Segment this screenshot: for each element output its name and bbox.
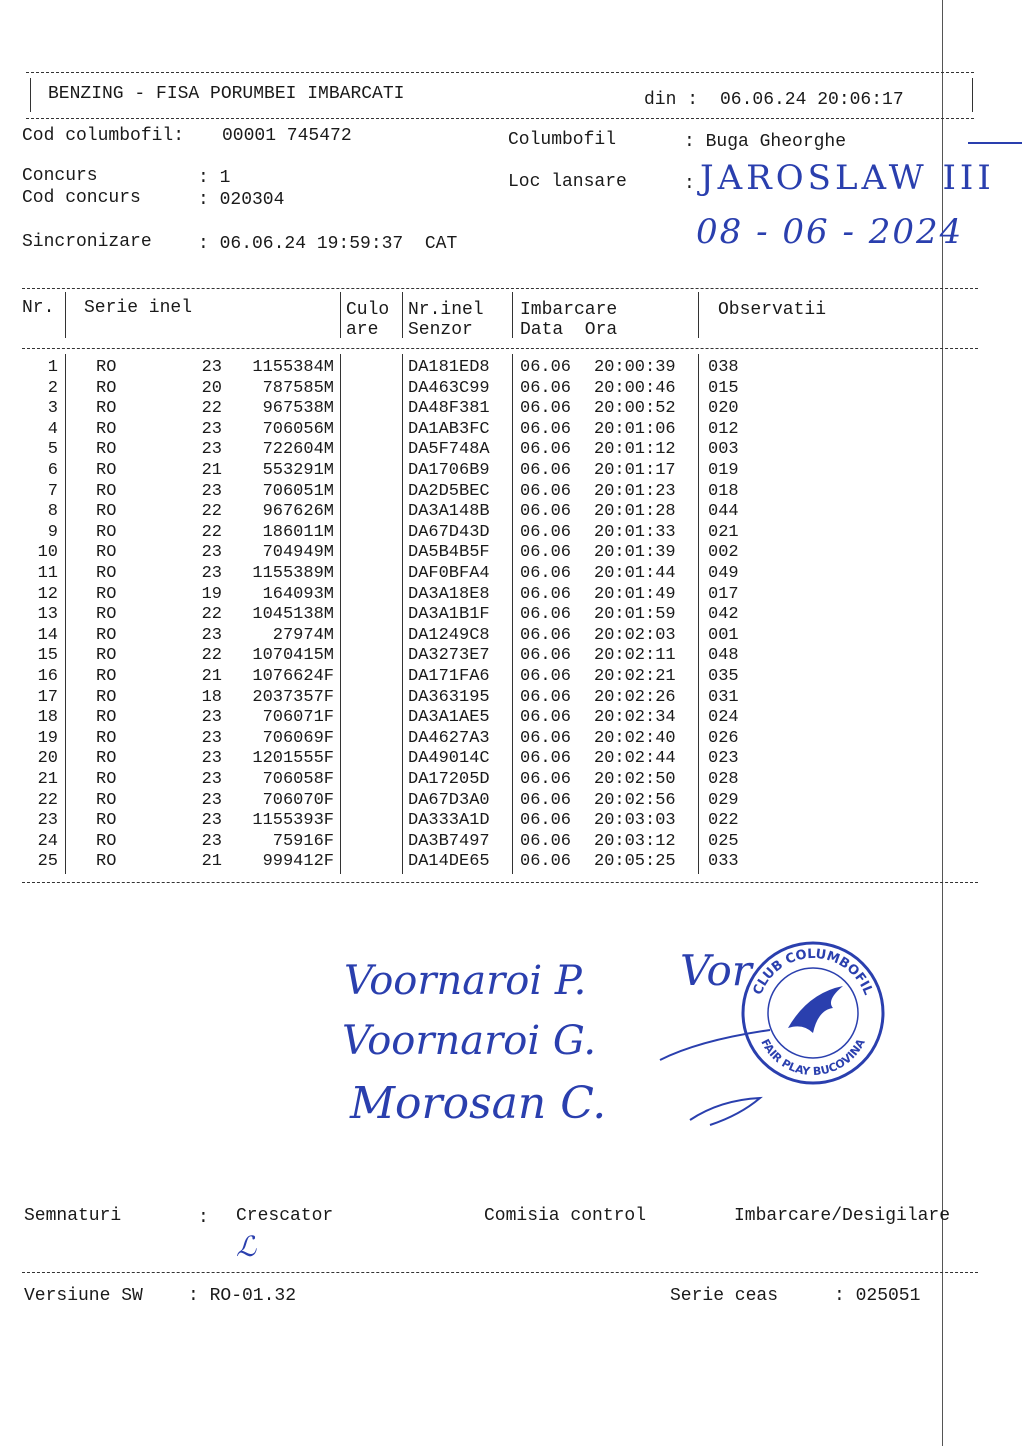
table-row [22,482,962,503]
cell-inel: 704949M [262,543,334,563]
col-header-nrinel-1: Nr.inel [408,300,484,320]
table-header-divider [402,292,403,338]
crescator-label: Crescator [236,1206,334,1226]
col-header-serie: Serie inel [84,298,193,318]
cell-obs: 019 [708,461,739,480]
cell-senzor: DA1AB3FC [408,419,490,439]
cell-tara: RO [96,790,117,810]
header-din-label: din : [644,90,699,110]
handwritten-signature-1: Voornaroi P. [344,958,587,1004]
cell-obs: 021 [708,522,739,542]
cell-tara: RO [96,811,117,831]
col-header-culoare-2: are [346,320,379,340]
cell-an: 21 [201,461,222,480]
cell-nr: 20 [37,749,58,769]
cell-nr: 23 [37,811,58,831]
handwritten-date: 08 - 06 - 2024 [696,212,964,252]
cell-ora: 20:02:56 [594,790,676,810]
cell-inel: 164093M [262,584,334,604]
cell-an: 19 [201,584,222,604]
cell-tara: RO [96,667,117,686]
table-row [22,379,962,400]
table-bottom-rule [22,882,978,883]
cell-data: 06.06 [520,646,572,666]
cell-data: 06.06 [520,461,572,480]
cell-inel: 706069F [262,728,334,748]
cell-ora: 20:01:49 [594,584,676,604]
cell-ora: 20:02:34 [594,708,676,728]
cell-nr: 6 [47,461,58,480]
table-header-divider [65,292,66,338]
cell-obs: 017 [708,584,739,604]
cell-data: 06.06 [520,399,572,419]
col-header-imbarcare-2: Data Ora [520,320,618,340]
cell-data: 06.06 [520,852,572,872]
cell-data: 06.06 [520,378,572,398]
cell-ora: 20:01:17 [594,461,676,480]
cell-tara: RO [96,770,117,789]
cell-obs: 018 [708,481,739,501]
semnaturi-colon: : [198,1208,209,1228]
cell-data: 06.06 [520,440,572,460]
cell-tara: RO [96,543,117,563]
table-row [22,626,962,647]
table-row [22,832,962,853]
cell-tara: RO [96,440,117,460]
cell-senzor: DA3A148B [408,502,490,522]
cell-senzor: DA1249C8 [408,625,490,645]
cell-data: 06.06 [520,770,572,789]
cell-an: 22 [201,522,222,542]
table-row [22,399,962,420]
cell-inel: 706070F [262,790,334,810]
cell-nr: 14 [37,625,58,645]
cell-tara: RO [96,481,117,501]
cell-tara: RO [96,605,117,625]
cell-nr: 9 [47,522,58,542]
table-row [22,646,962,667]
footer-rule [22,1272,978,1273]
cell-senzor: DA3A1AE5 [408,708,490,728]
cell-nr: 22 [37,790,58,810]
cell-senzor: DA67D43D [408,522,490,542]
col-header-culoare-1: Culo [346,300,390,320]
table-row [22,358,962,379]
table-row [22,749,962,770]
cell-inel: 722604M [262,440,334,460]
cell-senzor: DA17205D [408,770,490,789]
cell-an: 22 [201,502,222,522]
cell-inel: 553291M [262,461,334,480]
cell-an: 23 [201,728,222,748]
cell-inel: 186011M [262,522,334,542]
cell-senzor: DA3B7497 [408,831,490,851]
cell-inel: 787585M [262,378,334,398]
cell-ora: 20:02:26 [594,687,676,707]
cell-obs: 044 [708,502,739,522]
cell-inel: 967538M [262,399,334,419]
handwritten-initials: Vor [680,946,752,995]
cell-ora: 20:01:39 [594,543,676,563]
header-bottom-rule [26,118,974,119]
imbarcare-desigilare-label: Imbarcare/Desigilare [734,1206,951,1226]
cell-data: 06.06 [520,708,572,728]
cell-obs: 031 [708,687,739,707]
cell-tara: RO [96,419,117,439]
cell-ora: 20:01:23 [594,481,676,501]
cell-an: 23 [201,770,222,789]
cell-tara: RO [96,502,117,522]
cell-obs: 033 [708,852,739,872]
cell-senzor: DA4627A3 [408,728,490,748]
cell-data: 06.06 [520,625,572,645]
cell-ora: 20:01:59 [594,605,676,625]
cell-tara: RO [96,646,117,666]
cell-inel: 706058F [262,770,334,789]
table-header-bottom-rule [22,348,978,349]
cell-nr: 11 [37,564,58,583]
cell-obs: 001 [708,625,739,645]
cell-nr: 16 [37,667,58,686]
cell-senzor: DA48F381 [408,399,490,419]
cell-an: 22 [201,646,222,666]
cell-ora: 20:01:06 [594,419,676,439]
cod-concurs-label: Cod concurs [22,188,141,208]
cell-obs: 015 [708,378,739,398]
cell-nr: 21 [37,770,58,789]
cell-nr: 7 [47,481,58,501]
cell-inel: 1045138M [252,605,334,625]
cell-senzor: DA49014C [408,749,490,769]
cell-nr: 1 [47,358,58,377]
cell-senzor: DA5F748A [408,440,490,460]
cell-senzor: DA463C99 [408,378,490,398]
cell-data: 06.06 [520,564,572,583]
cell-ora: 20:02:11 [594,646,676,666]
versiune-sw-value: : RO-01.32 [188,1286,297,1306]
cell-data: 06.06 [520,790,572,810]
cell-obs: 035 [708,667,739,686]
cell-ora: 20:00:52 [594,399,676,419]
cod-columbofil-label: Cod columbofil: [22,126,185,146]
cell-nr: 19 [37,728,58,748]
cell-senzor: DA171FA6 [408,667,490,686]
cell-inel: 1070415M [252,646,334,666]
cell-senzor: DA3273E7 [408,646,490,666]
cell-obs: 012 [708,419,739,439]
table-row [22,811,962,832]
table-row [22,605,962,626]
cell-senzor: DA14DE65 [408,852,490,872]
table-row [22,852,962,873]
serie-ceas-value: : 025051 [834,1286,921,1306]
cell-data: 06.06 [520,419,572,439]
table-row [22,420,962,441]
cell-inel: 1155389M [252,564,334,583]
cell-tara: RO [96,687,117,707]
cell-nr: 5 [47,440,58,460]
serie-ceas-label: Serie ceas [670,1286,779,1306]
sincronizare-value: : 06.06.24 19:59:37 CAT [198,234,458,254]
cell-tara: RO [96,852,117,872]
cell-inel: 706051M [262,481,334,501]
cod-columbofil-value: 00001 745472 [222,126,352,146]
cell-inel: 2037357F [252,687,334,707]
cell-ora: 20:05:25 [594,852,676,872]
cell-an: 23 [201,564,222,583]
cell-inel: 27974M [272,625,334,645]
cell-ora: 20:02:03 [594,625,676,645]
cell-nr: 15 [37,646,58,666]
cell-nr: 25 [37,852,58,872]
cell-an: 23 [201,358,222,377]
cell-ora: 20:01:28 [594,502,676,522]
cell-obs: 024 [708,708,739,728]
col-header-imbarcare-1: Imbarcare [520,300,618,320]
cell-nr: 18 [37,708,58,728]
table-header-divider [340,292,341,338]
cell-an: 23 [201,749,222,769]
cell-tara: RO [96,749,117,769]
cell-inel: 999412F [262,852,334,872]
cell-senzor: DA1706B9 [408,461,490,480]
loc-lansare-colon: : [684,174,695,194]
cell-tara: RO [96,728,117,748]
loc-lansare-label: Loc lansare [508,172,627,192]
cell-an: 18 [201,687,222,707]
cod-concurs-value: : 020304 [198,190,285,210]
cell-an: 22 [201,605,222,625]
cell-data: 06.06 [520,502,572,522]
handwritten-signature-2: Voornaroi G. [342,1018,597,1064]
cell-tara: RO [96,831,117,851]
table-row [22,440,962,461]
header-right-border [972,78,973,112]
cell-data: 06.06 [520,749,572,769]
table-row [22,564,962,585]
cell-obs: 028 [708,770,739,789]
cell-nr: 10 [37,543,58,563]
cell-ora: 20:02:21 [594,667,676,686]
cell-tara: RO [96,708,117,728]
table-row [22,461,962,482]
cell-ora: 20:03:12 [594,831,676,851]
cell-inel: 706056M [262,419,334,439]
cell-nr: 2 [47,378,58,398]
handwritten-line [968,142,1022,144]
cell-data: 06.06 [520,481,572,501]
cell-data: 06.06 [520,543,572,563]
cell-senzor: DA3A1B1F [408,605,490,625]
cell-senzor: DA333A1D [408,811,490,831]
cell-senzor: DA181ED8 [408,358,490,377]
cell-an: 23 [201,708,222,728]
cell-inel: 1155384M [252,358,334,377]
cell-an: 23 [201,440,222,460]
cell-an: 23 [201,419,222,439]
cell-an: 23 [201,481,222,501]
cell-senzor: DAF0BFA4 [408,564,490,583]
cell-obs: 048 [708,646,739,666]
columbofil-value: : Buga Gheorghe [684,132,847,152]
cell-data: 06.06 [520,831,572,851]
cell-nr: 12 [37,584,58,604]
table-row [22,502,962,523]
cell-an: 22 [201,399,222,419]
concurs-label: Concurs [22,166,98,186]
cell-data: 06.06 [520,584,572,604]
table-row [22,543,962,564]
cell-senzor: DA67D3A0 [408,790,490,810]
cell-data: 06.06 [520,358,572,377]
header-top-rule [26,72,974,73]
cell-an: 21 [201,852,222,872]
cell-inel: 1076624F [252,667,334,686]
cell-nr: 8 [47,502,58,522]
cell-obs: 026 [708,728,739,748]
cell-ora: 20:01:12 [594,440,676,460]
cell-tara: RO [96,399,117,419]
cell-obs: 022 [708,811,739,831]
cell-data: 06.06 [520,605,572,625]
table-row [22,523,962,544]
stamp-top-text: CLUB COLUMBOFIL [750,946,876,998]
cell-obs: 029 [708,790,739,810]
cell-nr: 13 [37,605,58,625]
cell-obs: 003 [708,440,739,460]
cell-obs: 002 [708,543,739,563]
cell-data: 06.06 [520,522,572,542]
cell-an: 23 [201,811,222,831]
semnaturi-label: Semnaturi [24,1206,122,1226]
concurs-value: : 1 [198,168,231,188]
cell-inel: 1155393F [252,811,334,831]
cell-ora: 20:00:46 [594,378,676,398]
col-header-nr: Nr. [22,298,55,318]
cell-an: 23 [201,790,222,810]
cell-obs: 023 [708,749,739,769]
crescator-mark: ℒ [236,1230,257,1263]
header-din-value: 06.06.24 20:06:17 [720,90,904,110]
cell-inel: 75916F [272,831,334,851]
table-row [22,688,962,709]
cell-an: 20 [201,378,222,398]
handwritten-loc-lansare: JAROSLAW III [700,158,995,198]
col-header-observatii: Observatii [718,300,827,320]
col-header-nrinel-2: Senzor [408,320,473,340]
table-header-divider [698,292,699,338]
cell-nr: 4 [47,419,58,439]
cell-tara: RO [96,378,117,398]
cell-an: 23 [201,543,222,563]
cell-data: 06.06 [520,728,572,748]
table-row [22,667,962,688]
cell-tara: RO [96,625,117,645]
cell-ora: 20:02:40 [594,728,676,748]
cell-nr: 3 [47,399,58,419]
cell-obs: 049 [708,564,739,583]
cell-ora: 20:01:33 [594,522,676,542]
table-row [22,791,962,812]
cell-an: 21 [201,667,222,686]
versiune-sw-label: Versiune SW [24,1286,143,1306]
comisia-control-label: Comisia control [484,1206,647,1226]
table-row [22,729,962,750]
cell-an: 23 [201,831,222,851]
cell-ora: 20:03:03 [594,811,676,831]
cell-ora: 20:01:44 [594,564,676,583]
cell-senzor: DA5B4B5F [408,543,490,563]
cell-obs: 025 [708,831,739,851]
table-header-divider [512,292,513,338]
cell-tara: RO [96,564,117,583]
cell-tara: RO [96,461,117,480]
table-row [22,708,962,729]
table-top-rule [22,288,978,289]
cell-senzor: DA363195 [408,687,490,707]
signature-scribbles [650,1020,790,1140]
cell-tara: RO [96,584,117,604]
cell-data: 06.06 [520,687,572,707]
cell-nr: 24 [37,831,58,851]
columbofil-label: Columbofil [508,130,617,150]
cell-tara: RO [96,522,117,542]
header-left-border [30,78,31,112]
cell-senzor: DA2D5BEC [408,481,490,501]
cell-ora: 20:02:50 [594,770,676,789]
handwritten-signature-3: Morosan C. [350,1078,607,1129]
cell-data: 06.06 [520,811,572,831]
cell-ora: 20:00:39 [594,358,676,377]
cell-data: 06.06 [520,667,572,686]
cell-obs: 038 [708,358,739,377]
svg-text:CLUB COLUMBOFIL [750,947,875,997]
cell-senzor: DA3A18E8 [408,584,490,604]
dove-icon [788,986,843,1033]
cell-an: 23 [201,625,222,645]
table-row [22,585,962,606]
stamp-bottom-text: FAIR PLAY BUCOVINA [758,1036,868,1079]
cell-ora: 20:02:44 [594,749,676,769]
cell-inel: 967626M [262,502,334,522]
document-title: BENZING - FISA PORUMBEI IMBARCATI [48,84,405,104]
cell-nr: 17 [37,687,58,707]
cell-obs: 020 [708,399,739,419]
cell-obs: 042 [708,605,739,625]
cell-inel: 1201555F [252,749,334,769]
cell-tara: RO [96,358,117,377]
cell-inel: 706071F [262,708,334,728]
table-row [22,770,962,791]
sincronizare-label: Sincronizare [22,232,152,252]
